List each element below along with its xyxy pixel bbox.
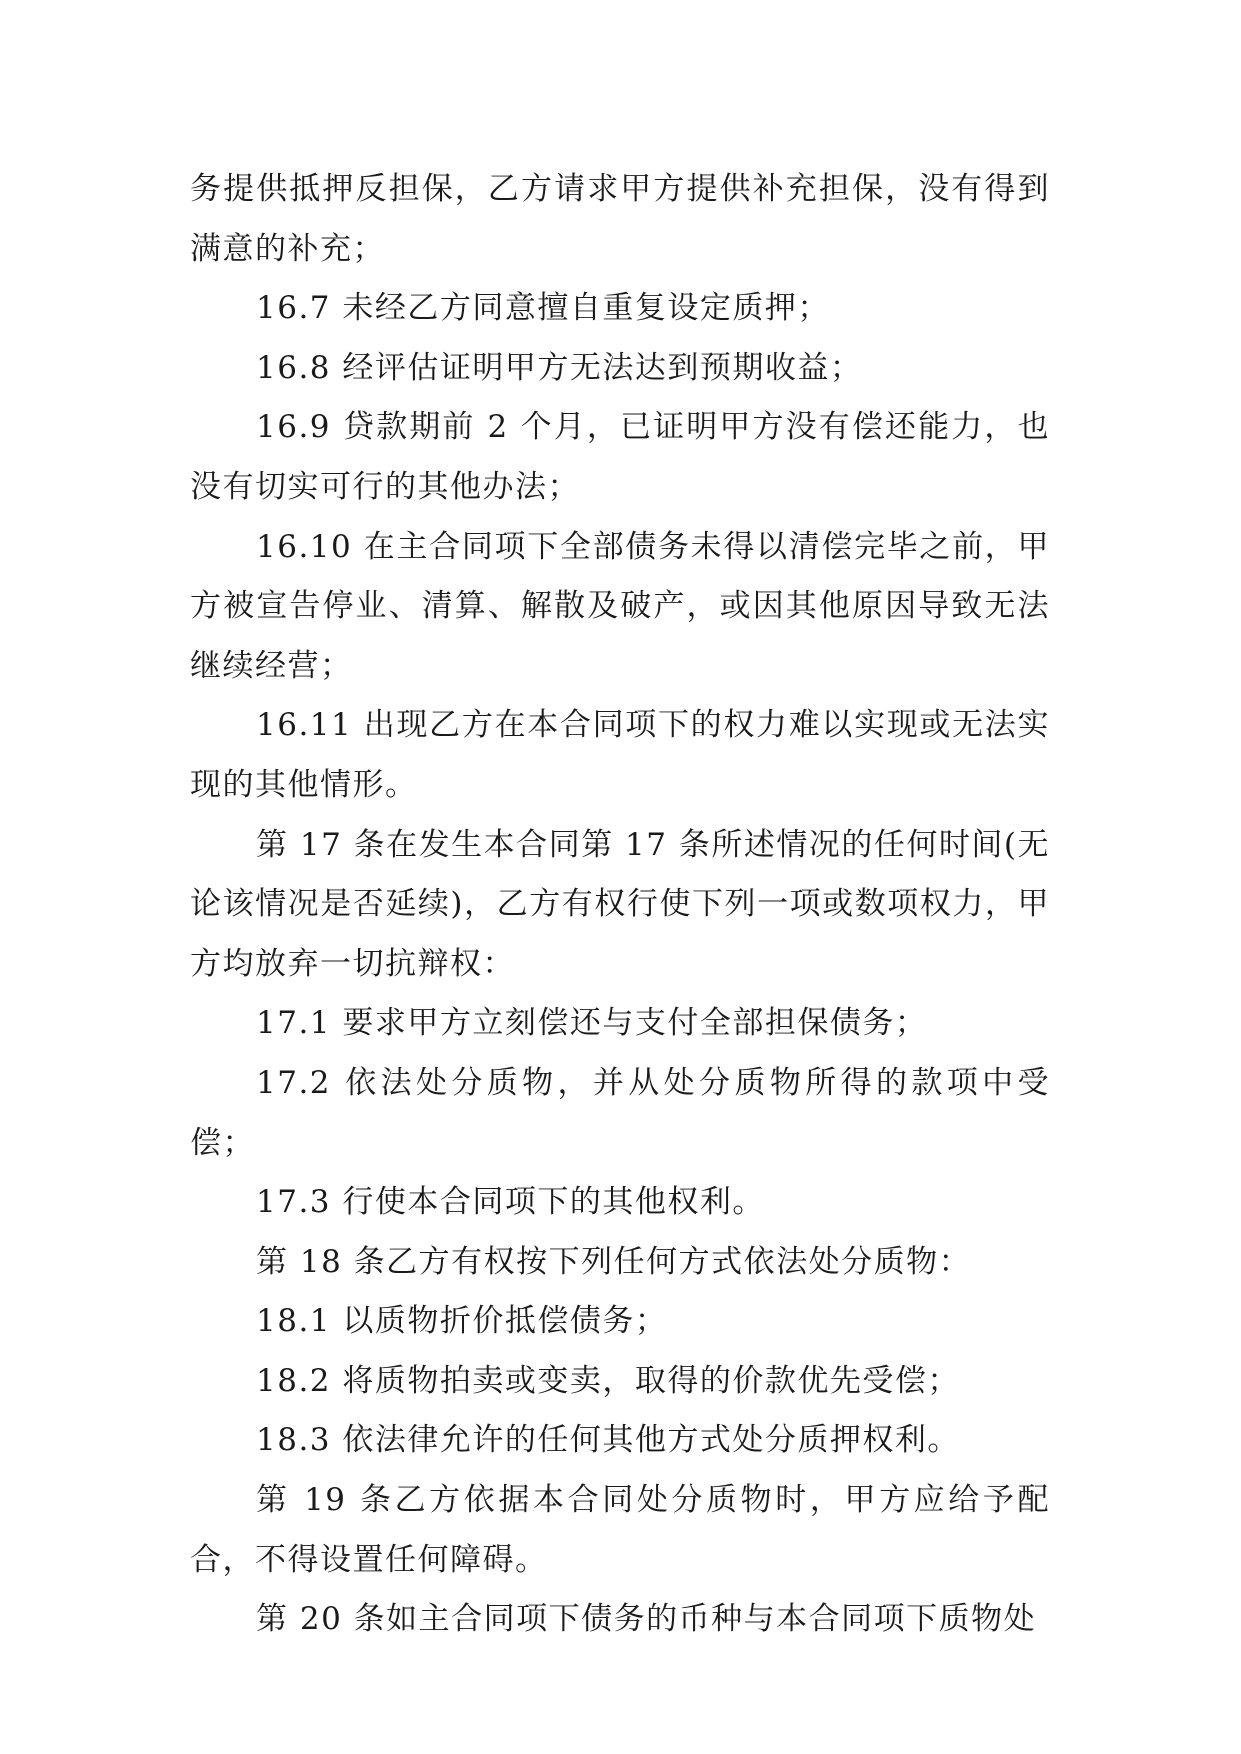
paragraph: 16.11 出现乙方在本合同项下的权力难以实现或无法实现的其他情形。 [190, 707, 1050, 803]
paragraph: 17.2 依法处分质物，并从处分质物所得的款项中受偿； [190, 1064, 1050, 1161]
paragraph: 16.8 经评估证明甲方无法达到预期收益； [256, 349, 863, 386]
paragraph: 第 20 条如主合同项下债务的币种与本合同项下质物处 [256, 1601, 1037, 1638]
paragraph: 16.10 在主合同项下全部债务未得以清偿完毕之前，甲方被宣告停业、清算、解散及破产，或因其他原因导致无法继续经营； [190, 528, 1050, 684]
paragraph: 第 17 条在发生本合同第 17 条所述情况的任何时间(无论该情况是否延续)，乙方有权行使下列一项或数项权力，甲方均放弃一切抗辩权： [190, 826, 1050, 982]
document-body [190, 160, 1050, 1650]
paragraph: 18.2 将质物拍卖或变卖，取得的价款优先受偿； [256, 1362, 960, 1399]
paragraph: 第 19 条乙方依据本合同处分质物时，甲方应给予配合，不得设置任何障碍。 [190, 1482, 1050, 1578]
paragraph: 16.7 未经乙方同意擅自重复设定质押； [256, 290, 830, 327]
paragraph: 务提供抵押反担保，乙方请求甲方提供补充担保，没有得到满意的补充； [190, 171, 1050, 267]
paragraph: 18.3 依法律允许的任何其他方式处分质押权利。 [256, 1422, 960, 1459]
paragraph: 第 18 条乙方有权按下列任何方式依法处分质物： [256, 1243, 972, 1280]
paragraph: 17.1 要求甲方立刻偿还与支付全部担保债务； [256, 1005, 928, 1042]
paragraph: 18.1 以质物折价抵偿债务； [256, 1303, 668, 1340]
paragraph: 17.3 行使本合同项下的其他权利。 [256, 1184, 765, 1221]
paragraph: 16.9 贷款期前 2 个月，已证明甲方没有偿还能力，也没有切实可行的其他办法； [190, 409, 1050, 505]
